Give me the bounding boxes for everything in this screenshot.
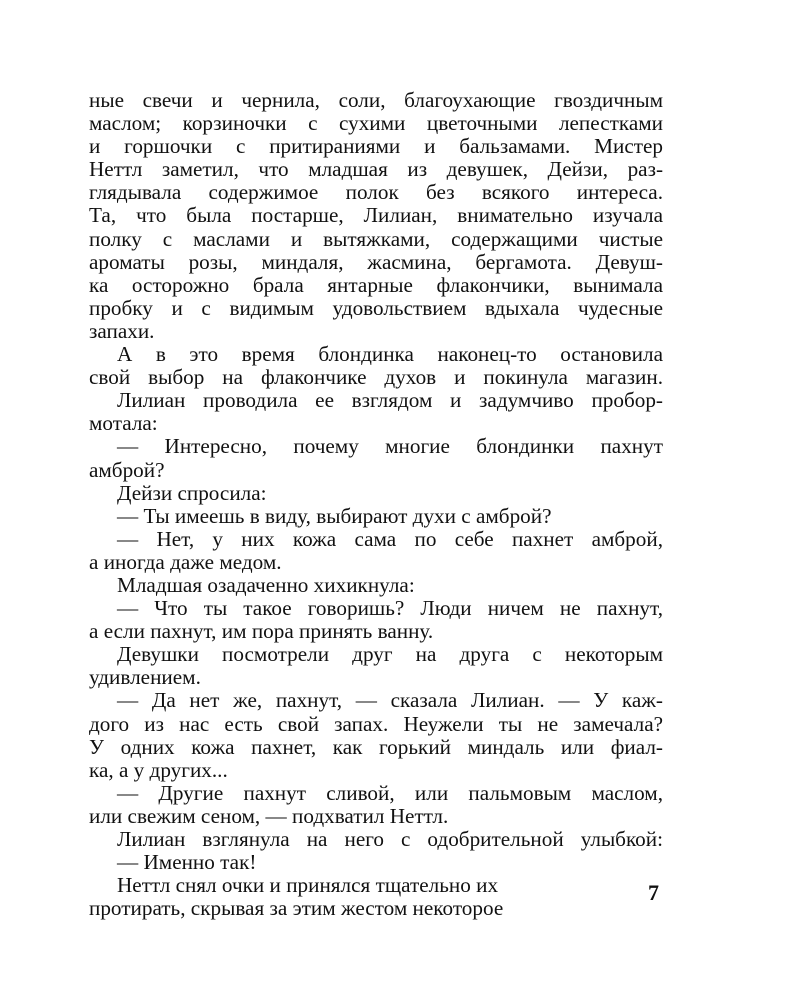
text-line: ка осторожно брала янтарные флакончики, вынимала (89, 272, 663, 297)
text-line: — Интересно, почему многие блондинки пахнут (117, 434, 663, 459)
text-line: ка, а у других... (89, 757, 228, 782)
text-line: мотала: (89, 411, 158, 436)
text-line: — Именно так! (117, 850, 257, 875)
body-text (89, 89, 663, 920)
text-line: — Ты имеешь в виду, выбирают духи с амброй? (117, 503, 552, 528)
text-line: запахи. (89, 318, 155, 343)
text-line: Та, что была постарше, Лилиан, внимательно изучала (89, 203, 663, 228)
text-line: Младшая озадаченно хихикнула: (117, 572, 415, 597)
text-line: Дейзи спросила: (117, 480, 267, 505)
text-line: дого из нас есть свой запах. Неужели ты не замечала? (89, 711, 663, 736)
text-line: и горшочки с притираниями и бальзамами. Мистер (89, 134, 663, 159)
page-number: 7 (648, 880, 659, 905)
text-line: — Что ты такое говоришь? Люди ничем не пахнут, (117, 596, 663, 621)
text-line: Лилиан взглянула на него с одобрительной улыбкой: (117, 827, 663, 851)
text-line: амброй? (89, 457, 165, 482)
text-line: свой выбор на флакончике духов и покинула магазин. (89, 365, 663, 390)
text-line: маслом; корзиночки с сухими цветочными лепестками (89, 111, 663, 136)
text-line: а иногда даже медом. (89, 549, 282, 574)
text-line: У одних кожа пахнет, как горький миндаль или фиал- (89, 734, 663, 759)
text-line: — Другие пахнут сливой, или пальмовым маслом, (117, 780, 663, 805)
text-line: Лилиан проводила ее взглядом и задумчиво пробор- (117, 388, 663, 413)
text-line: А в это время блондинка наконец-то остановила (117, 342, 663, 367)
text-line: ные свечи и чернила, соли, благоухающие гвоздичным (89, 88, 663, 112)
text-line: глядывала содержимое полок без всякого интереса. (89, 180, 663, 205)
text-line: удивлением. (89, 665, 201, 690)
text-line: ароматы розы, миндаля, жасмина, бергамота. Девуш- (89, 249, 663, 274)
text-line: Неттл снял очки и принялся тщательно их (117, 873, 499, 898)
text-line: — Да нет же, пахнут, — сказала Лилиан. — У каж- (117, 688, 663, 713)
text-line: — Нет, у них кожа сама по себе пахнет амброй, (117, 526, 663, 551)
text-line: или свежим сеном, — подхватил Неттл. (89, 803, 449, 828)
text-line: полку с маслами и вытяжками, содержащими чистые (89, 226, 663, 251)
text-line: а если пахнут, им пора принять ванну. (89, 619, 434, 644)
text-line: Девушки посмотрели друг на друга с некоторым (117, 642, 663, 667)
text-line: Неттл заметил, что младшая из девушек, Дейзи, раз- (89, 157, 663, 182)
text-line: протирать, скрывая за этим жестом некоторое (89, 896, 504, 921)
text-line: пробку и с видимым удовольствием вдыхала чудесные (89, 295, 663, 320)
